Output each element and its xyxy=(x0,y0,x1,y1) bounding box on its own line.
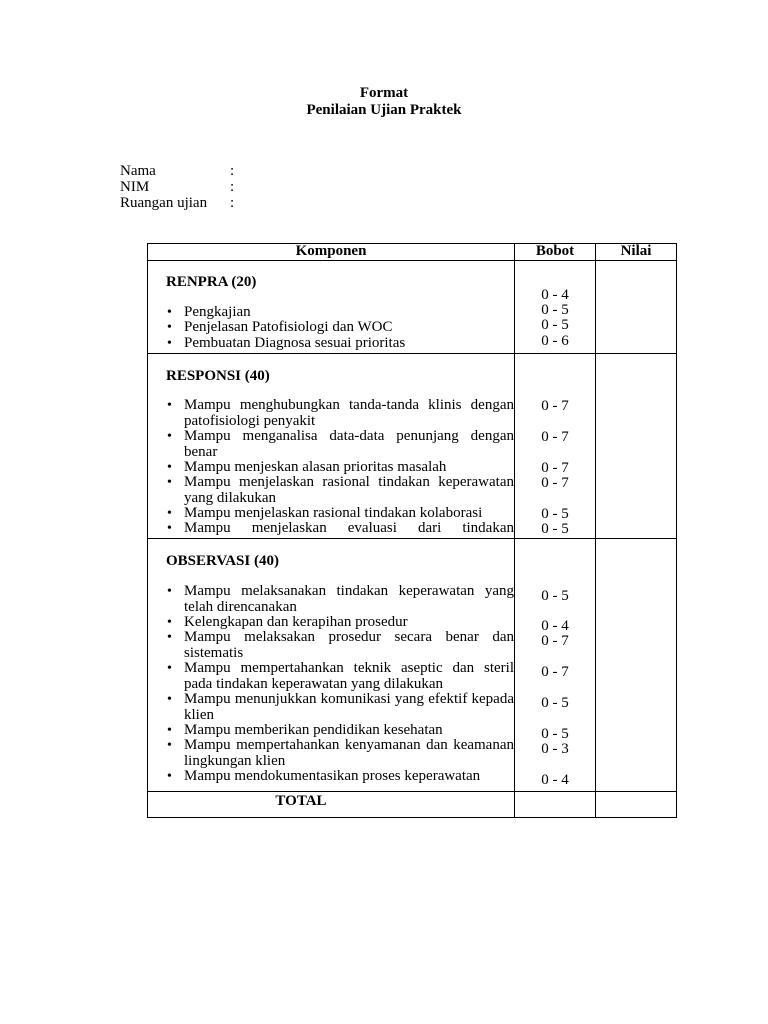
section-title-renpra: RENPRA (20) xyxy=(166,274,257,290)
score-range: 0 - 5 xyxy=(541,521,569,537)
score-range: 0 - 7 xyxy=(541,664,569,680)
bullet-icon: • xyxy=(167,305,172,320)
table-header-divider xyxy=(147,260,677,261)
bullet-icon: • xyxy=(167,521,172,536)
score-range: 0 - 5 xyxy=(541,506,569,522)
identity-label: Nama xyxy=(120,163,156,179)
component-item: Mampu menjelaskan rasional tindakan kolaborasi xyxy=(184,505,483,521)
section-divider xyxy=(147,538,677,539)
component-item: Mampu menjelaskan rasional tindakan keperawatan yang dilakukan xyxy=(184,474,514,506)
component-item: Mampu mendokumentasikan proses keperawatan xyxy=(184,768,481,784)
total-label: TOTAL xyxy=(275,793,327,809)
identity-colon: : xyxy=(230,179,235,195)
score-range: 0 - 7 xyxy=(541,633,569,649)
bullet-icon: • xyxy=(167,630,172,645)
component-item: Penjelasan Patofisiologi dan WOC xyxy=(184,319,393,335)
identity-colon: : xyxy=(230,163,235,179)
section-title-responsi: RESPONSI (40) xyxy=(166,368,270,384)
bullet-icon: • xyxy=(167,475,172,490)
score-range: 0 - 5 xyxy=(541,695,569,711)
document-title: Format xyxy=(359,85,409,101)
identity-label: Ruangan ujian xyxy=(120,195,208,211)
component-item: Mampu menghubungkan tanda-tanda klinis dengan patofisiologi penyakit xyxy=(184,397,514,429)
score-range: 0 - 4 xyxy=(541,618,569,634)
bullet-icon: • xyxy=(167,723,172,738)
component-item: Mampu menunjukkan komunikasi yang efektif kepada klien xyxy=(184,691,514,723)
column-header-komponen: Komponen xyxy=(295,243,367,259)
score-range: 0 - 7 xyxy=(541,475,569,491)
bullet-icon: • xyxy=(167,661,172,676)
component-item: Pengkajian xyxy=(184,304,251,320)
component-item: Mampu melaksakan prosedur secara benar dan sistematis xyxy=(184,629,514,661)
component-item: Mampu memberikan pendidikan kesehatan xyxy=(184,722,443,738)
bullet-icon: • xyxy=(167,460,172,475)
identity-label: NIM xyxy=(120,179,150,195)
column-header-bobot: Bobot xyxy=(535,243,575,259)
score-range: 0 - 4 xyxy=(541,287,569,303)
score-range: 0 - 7 xyxy=(541,398,569,414)
total-row-label xyxy=(148,793,514,810)
identity-row-nim xyxy=(120,179,234,196)
component-item: Mampu mempertahankan teknik aseptic dan steril pada tindakan keperawatan yang dilakukan xyxy=(184,660,514,692)
component-item: Mampu menjeskan alasan prioritas masalah xyxy=(184,459,447,475)
section-divider xyxy=(147,791,677,792)
component-item: Mampu melaksanakan tindakan keperawatan yang telah direncanakan xyxy=(184,583,514,615)
bullet-icon: • xyxy=(167,336,172,351)
component-item: Pembuatan Diagnosa sesuai prioritas xyxy=(184,335,406,351)
bullet-icon: • xyxy=(167,615,172,630)
table-border-left xyxy=(147,243,148,818)
score-range: 0 - 7 xyxy=(541,429,569,445)
score-range: 0 - 6 xyxy=(541,333,569,349)
bullet-icon: • xyxy=(167,769,172,784)
score-range: 0 - 5 xyxy=(541,726,569,742)
identity-row-ruangan xyxy=(120,195,234,212)
section-divider xyxy=(147,353,677,354)
component-item: Mampu menjelaskan evaluasi dari tindakan xyxy=(184,520,514,536)
score-range: 0 - 5 xyxy=(541,317,569,333)
score-range: 0 - 3 xyxy=(541,741,569,757)
bullet-icon: • xyxy=(167,320,172,335)
column-divider xyxy=(595,243,596,818)
table-border-right xyxy=(676,243,677,818)
component-item: Kelengkapan dan kerapihan prosedur xyxy=(184,614,408,630)
bullet-icon: • xyxy=(167,506,172,521)
score-range: 0 - 4 xyxy=(541,772,569,788)
component-item: Mampu menganalisa data-data penunjang dengan benar xyxy=(184,428,514,460)
component-item: Mampu mempertahankan kenyamanan dan keamanan lingkungan klien xyxy=(184,737,514,769)
identity-colon: : xyxy=(230,195,235,211)
table-border-bottom xyxy=(147,817,677,818)
bullet-icon: • xyxy=(167,429,172,444)
bullet-icon: • xyxy=(167,584,172,599)
column-divider xyxy=(514,243,515,818)
bullet-icon: • xyxy=(167,738,172,753)
score-range: 0 - 5 xyxy=(541,302,569,318)
score-range: 0 - 7 xyxy=(541,460,569,476)
identity-row-nama xyxy=(120,163,234,180)
document-subtitle: Penilaian Ujian Praktek xyxy=(306,102,462,118)
section-title-observasi: OBSERVASI (40) xyxy=(166,553,279,569)
score-range: 0 - 5 xyxy=(541,588,569,604)
bullet-icon: • xyxy=(167,692,172,707)
column-header-nilai: Nilai xyxy=(620,243,652,259)
bullet-icon: • xyxy=(167,398,172,413)
